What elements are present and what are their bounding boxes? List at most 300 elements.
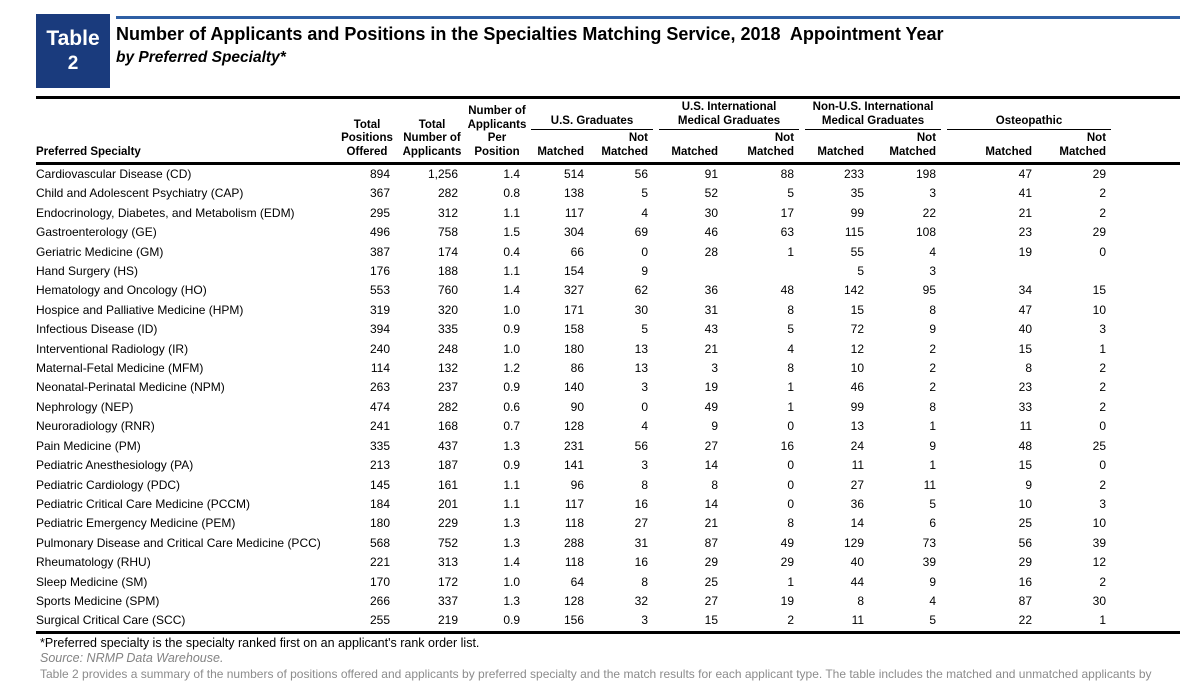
value-cell: 248 [437, 341, 458, 356]
header-line: Not [774, 132, 795, 144]
value-cell [1040, 262, 1114, 281]
value-cell: 2 [1099, 399, 1107, 414]
header-line: Offered [346, 145, 388, 158]
header-line: Number of [468, 105, 526, 117]
value-cell: 49 [780, 535, 795, 550]
value-cell: 263 [369, 380, 390, 395]
value-cell: 4 [641, 419, 649, 434]
table-number-badge [36, 14, 110, 88]
value-cell: 2 [1099, 205, 1107, 220]
value-cell: 187 [437, 458, 458, 473]
value-cell: 387 [369, 244, 390, 259]
table-row [36, 514, 1180, 533]
value-cell: 62 [634, 283, 649, 298]
table-row [36, 223, 1180, 242]
table-row [36, 456, 1180, 475]
value-cell: 16 [634, 555, 649, 570]
spacer-cell [1114, 204, 1180, 223]
table-row [36, 359, 1180, 378]
header-line: Not [628, 132, 649, 144]
value-cell: 0.9 [503, 380, 520, 395]
value-cell: 29 [704, 555, 719, 570]
value-cell: 184 [369, 496, 390, 511]
header-line: Matched [1059, 145, 1107, 158]
value-cell: 1 [1099, 341, 1107, 356]
value-cell: 1.5 [503, 225, 520, 240]
spacer-cell [1114, 320, 1180, 339]
badge-number: 2 [67, 53, 79, 74]
specialty-cell: Maternal-Fetal Medicine (MFM) [36, 361, 204, 376]
specialty-cell: Interventional Radiology (IR) [36, 341, 189, 356]
cutoff-paragraph: Table 2 provides a summary of the numbers of positions offered and applicants by preferred specialty and the match results for each applicant type. The table includes the matched and unmatched applicants by [40, 667, 1152, 681]
value-cell: 55 [850, 244, 865, 259]
value-cell: 13 [850, 419, 865, 434]
value-cell: 15 [704, 613, 719, 628]
value-cell: 117 [564, 205, 584, 220]
value-cell: 24 [850, 438, 865, 453]
value-cell: 14 [850, 516, 865, 531]
value-cell: 69 [634, 225, 649, 240]
value-cell: 11 [851, 458, 865, 473]
value-cell: 132 [437, 361, 458, 376]
table-row [36, 243, 1180, 262]
value-cell: 1.1 [503, 496, 520, 511]
value-cell: 240 [369, 341, 390, 356]
value-cell: 73 [922, 535, 937, 550]
value-cell: 29 [1092, 225, 1107, 240]
specialty-cell: Rheumatology (RHU) [36, 555, 151, 570]
value-cell [944, 262, 1040, 281]
spacer-cell [1114, 534, 1180, 553]
value-cell: 10 [1092, 516, 1107, 531]
value-cell: 16 [634, 496, 649, 511]
value-cell: 1.1 [503, 205, 520, 220]
value-cell: 128 [563, 419, 584, 434]
value-cell: 0.9 [503, 458, 520, 473]
value-cell: 21 [704, 341, 719, 356]
value-cell: 72 [850, 322, 865, 337]
header-line: U.S. Graduates [550, 114, 634, 127]
spacer-cell [1114, 243, 1180, 262]
value-cell: 3 [641, 613, 649, 628]
value-cell: 87 [704, 535, 719, 550]
value-cell: 91 [704, 167, 719, 181]
value-cell: 15 [1092, 283, 1107, 298]
value-cell: 5 [857, 264, 865, 279]
value-cell: 221 [369, 555, 390, 570]
source-note: Source: NRMP Data Warehouse. [40, 651, 224, 665]
value-cell: 19 [1018, 244, 1033, 259]
col-header-preferred-specialty: Preferred Specialty [36, 98, 336, 164]
sub-header-us-grad-not-matched [592, 130, 656, 164]
value-cell: 156 [563, 613, 584, 628]
header-line: Medical Graduates [677, 114, 781, 127]
spacer-cell [1114, 417, 1180, 436]
value-cell: 5 [641, 322, 649, 337]
spacer-cell [1114, 262, 1180, 281]
value-cell: 16 [780, 438, 795, 453]
specialty-cell: Neonatal-Perinatal Medicine (NPM) [36, 380, 225, 395]
value-cell: 8 [787, 361, 795, 376]
value-cell: 10 [850, 361, 865, 376]
value-cell: 66 [570, 244, 584, 259]
value-cell: 0.6 [503, 399, 520, 414]
header-line: Medical Graduates [821, 114, 925, 127]
table-header [36, 98, 1180, 164]
header-line: Matched [889, 145, 937, 158]
table-row [36, 378, 1180, 397]
value-cell: 0 [787, 477, 795, 492]
value-cell: 229 [437, 516, 458, 531]
value-cell: 31 [634, 535, 649, 550]
value-cell: 4 [929, 244, 937, 259]
group-header-us-graduates [528, 98, 656, 131]
header-line: Non-U.S. International [812, 101, 934, 113]
value-cell: 9 [711, 419, 719, 434]
value-cell: 56 [1018, 535, 1033, 550]
value-cell: 31 [704, 302, 719, 317]
value-cell: 198 [916, 167, 937, 181]
value-cell: 474 [369, 399, 390, 414]
value-cell: 0 [787, 458, 795, 473]
value-cell: 0.9 [503, 613, 520, 628]
header-line: Matched [601, 145, 649, 158]
value-cell: 11 [923, 477, 937, 492]
spacer-cell [1114, 398, 1180, 417]
value-cell: 1.0 [503, 341, 520, 356]
spacer-cell [1114, 611, 1180, 632]
value-cell [656, 262, 726, 281]
value-cell: 21 [704, 516, 719, 531]
value-cell: 335 [437, 322, 458, 337]
value-cell: 5 [929, 613, 937, 628]
specialty-cell: Pediatric Emergency Medicine (PEM) [36, 516, 236, 531]
value-cell: 319 [369, 302, 390, 317]
value-cell: 14 [704, 496, 719, 511]
value-cell: 758 [437, 225, 458, 240]
value-cell: 894 [369, 167, 390, 181]
header-line: Not [916, 132, 937, 144]
spacer-cell [1114, 378, 1180, 397]
table-row [36, 534, 1180, 553]
header-line: Positions [341, 132, 393, 144]
table-row [36, 592, 1180, 611]
table-row [36, 398, 1180, 417]
spacer-cell [1114, 301, 1180, 320]
header-line: Matched [747, 145, 795, 158]
value-cell: 1.0 [503, 302, 520, 317]
value-cell: 174 [437, 244, 458, 259]
value-cell: 1.1 [503, 264, 520, 279]
header-line: Total [418, 118, 446, 131]
value-cell: 312 [437, 205, 458, 220]
specialty-cell: Pediatric Critical Care Medicine (PCCM) [36, 496, 251, 511]
value-cell: 180 [369, 516, 390, 531]
value-cell: 8 [787, 302, 795, 317]
value-cell: 29 [780, 555, 795, 570]
value-cell: 129 [844, 535, 865, 550]
value-cell: 30 [634, 302, 649, 317]
group-header-label [659, 101, 799, 130]
spacer-cell [1114, 281, 1180, 300]
value-cell: 40 [1018, 322, 1033, 337]
value-cell: 9 [929, 322, 937, 337]
value-cell: 33 [1018, 399, 1033, 414]
value-cell: 8 [711, 477, 719, 492]
value-cell: 1.3 [503, 438, 520, 453]
value-cell: 35 [850, 186, 865, 201]
table-row [36, 320, 1180, 339]
page-subtitle: by Preferred Specialty* [116, 49, 286, 66]
value-cell: 3 [929, 186, 937, 201]
spacer-cell [1114, 340, 1180, 359]
value-cell: 43 [704, 322, 719, 337]
value-cell: 5 [929, 496, 937, 511]
value-cell: 282 [437, 399, 458, 414]
table-row [36, 301, 1180, 320]
value-cell: 140 [563, 380, 584, 395]
value-cell: 0.8 [503, 186, 520, 201]
value-cell: 0.9 [503, 322, 520, 337]
value-cell: 2 [1099, 186, 1107, 201]
table-row [36, 184, 1180, 203]
value-cell: 0.7 [503, 419, 520, 434]
value-cell: 2 [929, 380, 937, 395]
value-cell: 233 [844, 167, 865, 181]
value-cell: 22 [1018, 613, 1033, 628]
value-cell: 25 [1092, 438, 1107, 453]
value-cell: 88 [780, 167, 795, 181]
value-cell: 99 [850, 399, 865, 414]
value-cell: 213 [369, 458, 390, 473]
value-cell: 138 [563, 186, 584, 201]
value-cell: 11 [851, 613, 865, 628]
value-cell: 115 [844, 225, 865, 240]
value-cell: 14 [704, 458, 719, 473]
value-cell: 118 [564, 555, 584, 570]
value-cell: 2 [1099, 477, 1107, 492]
col-header-applicants-per-position [466, 98, 528, 164]
value-cell: 760 [437, 283, 458, 298]
spacer-cell [1114, 437, 1180, 456]
value-cell: 237 [437, 380, 458, 395]
value-cell: 87 [1018, 593, 1033, 608]
title-block [116, 16, 1180, 68]
value-cell: 27 [704, 438, 719, 453]
header-line: Applicants [402, 145, 462, 158]
header-line: U.S. International [681, 101, 777, 113]
value-cell: 1.0 [503, 574, 520, 589]
specialty-cell: Pediatric Cardiology (PDC) [36, 477, 181, 492]
specialty-cell: Hematology and Oncology (HO) [36, 283, 207, 298]
specialty-cell: Nephrology (NEP) [36, 399, 134, 414]
specialty-cell: Geriatric Medicine (GM) [36, 244, 164, 259]
value-cell: 8 [787, 516, 795, 531]
value-cell: 0.4 [503, 244, 520, 259]
header-line: Osteopathic [995, 114, 1063, 127]
value-cell: 114 [370, 361, 390, 376]
value-cell: 8 [929, 302, 937, 317]
specialty-cell: Pediatric Anesthesiology (PA) [36, 458, 194, 473]
value-cell: 10 [1018, 496, 1033, 511]
spacer-cell [1114, 514, 1180, 533]
value-cell: 108 [916, 225, 937, 240]
value-cell: 23 [1018, 380, 1033, 395]
value-cell: 335 [369, 438, 390, 453]
value-cell: 15 [850, 302, 865, 317]
value-cell: 56 [634, 438, 649, 453]
value-cell: 6 [929, 516, 937, 531]
value-cell: 29 [1018, 555, 1033, 570]
sub-header-us-img-not-matched [726, 130, 802, 164]
value-cell: 2 [1099, 574, 1107, 589]
value-cell: 36 [704, 283, 719, 298]
value-cell: 0 [1099, 244, 1107, 259]
value-cell: 47 [1018, 167, 1033, 181]
value-cell: 266 [369, 593, 390, 608]
value-cell: 1 [787, 399, 795, 414]
value-cell: 0 [787, 496, 795, 511]
value-cell: 41 [1018, 186, 1033, 201]
value-cell: 4 [929, 593, 937, 608]
value-cell: 9 [641, 264, 649, 279]
value-cell: 47 [1018, 302, 1033, 317]
table-row [36, 476, 1180, 495]
header-line: Per Position [474, 132, 520, 158]
value-cell: 255 [369, 613, 390, 628]
sub-header-us-grad-matched: Matched [528, 130, 592, 164]
value-cell: 48 [1018, 438, 1033, 453]
value-cell: 17 [780, 205, 795, 220]
value-cell: 0 [787, 419, 795, 434]
value-cell: 16 [1018, 574, 1033, 589]
value-cell: 219 [437, 613, 458, 628]
value-cell: 22 [922, 205, 937, 220]
value-cell: 25 [1018, 516, 1033, 531]
value-cell: 1 [929, 458, 937, 473]
specialties-table-wrap [36, 96, 1180, 634]
value-cell [726, 262, 802, 281]
spacer-cell [1114, 184, 1180, 203]
table-row [36, 553, 1180, 572]
sub-header-us-img-matched: Matched [656, 130, 726, 164]
value-cell: 8 [641, 477, 649, 492]
value-cell: 1.4 [503, 555, 520, 570]
value-cell: 1 [787, 380, 795, 395]
spacer-cell [1114, 495, 1180, 514]
value-cell: 28 [704, 244, 719, 259]
value-cell: 394 [369, 322, 390, 337]
value-cell: 8 [1025, 361, 1033, 376]
value-cell: 36 [850, 496, 865, 511]
col-header-total-applicants [398, 98, 466, 164]
spacer-cell [1114, 223, 1180, 242]
specialty-cell: Hospice and Palliative Medicine (HPM) [36, 302, 244, 317]
value-cell: 12 [1092, 555, 1107, 570]
value-cell: 170 [369, 574, 390, 589]
value-cell: 201 [437, 496, 458, 511]
spacer-cell [1114, 456, 1180, 475]
value-cell: 118 [564, 516, 584, 531]
spacer-cell [1114, 476, 1180, 495]
value-cell: 241 [369, 419, 390, 434]
value-cell: 99 [850, 205, 865, 220]
value-cell: 752 [437, 535, 458, 550]
value-cell: 25 [704, 574, 719, 589]
value-cell: 3 [711, 361, 719, 376]
value-cell: 13 [634, 361, 649, 376]
value-cell: 1.3 [503, 516, 520, 531]
value-cell: 39 [922, 555, 937, 570]
value-cell: 46 [850, 380, 865, 395]
value-cell: 1.3 [503, 593, 520, 608]
value-cell: 171 [563, 302, 584, 317]
spacer-cell [1114, 592, 1180, 611]
value-cell: 11 [1019, 419, 1033, 434]
value-cell: 327 [563, 283, 584, 298]
footnote: *Preferred specialty is the specialty ranked first on an applicant's rank order list. [40, 636, 480, 650]
group-header-non-us-img [802, 98, 944, 131]
specialty-cell: Infectious Disease (ID) [36, 322, 158, 337]
value-cell: 2 [929, 361, 937, 376]
specialty-cell: Hand Surgery (HS) [36, 264, 139, 279]
group-header-label [531, 115, 653, 131]
value-cell: 180 [563, 341, 584, 356]
value-cell: 1.4 [503, 167, 520, 181]
value-cell: 1 [787, 244, 795, 259]
value-cell: 568 [369, 535, 390, 550]
value-cell: 8 [857, 593, 865, 608]
value-cell: 39 [1092, 535, 1107, 550]
value-cell: 23 [1018, 225, 1033, 240]
value-cell: 27 [704, 593, 719, 608]
value-cell: 5 [787, 186, 795, 201]
value-cell: 21 [1018, 205, 1033, 220]
value-cell: 34 [1018, 283, 1033, 298]
value-cell: 128 [563, 593, 584, 608]
value-cell: 5 [787, 322, 795, 337]
value-cell: 13 [634, 341, 649, 356]
page-title: Number of Applicants and Positions in the Specialties Matching Service, 2018 Appointment Year [116, 24, 944, 44]
value-cell: 142 [844, 283, 865, 298]
value-cell: 304 [563, 225, 584, 240]
sub-header-non-us-img-matched: Matched [802, 130, 872, 164]
value-cell: 46 [704, 225, 719, 240]
group-header-osteopathic [944, 98, 1114, 131]
value-cell: 313 [437, 555, 458, 570]
table-row [36, 495, 1180, 514]
spacer-cell [1114, 573, 1180, 592]
table-row [36, 262, 1180, 281]
value-cell: 12 [850, 341, 865, 356]
value-cell: 19 [704, 380, 719, 395]
value-cell: 168 [437, 419, 458, 434]
sub-header-non-us-img-not-matched [872, 130, 944, 164]
table-row [36, 611, 1180, 632]
value-cell: 8 [929, 399, 937, 414]
value-cell: 141 [563, 458, 584, 473]
value-cell: 288 [563, 535, 584, 550]
value-cell: 0 [1099, 419, 1107, 434]
specialty-cell: Neuroradiology (RNR) [36, 419, 155, 434]
value-cell: 0 [641, 244, 649, 259]
header-line: Total [353, 118, 381, 131]
value-cell: 117 [564, 496, 584, 511]
table-row [36, 164, 1180, 185]
value-cell: 3 [929, 264, 937, 279]
table-row [36, 340, 1180, 359]
value-cell: 64 [570, 574, 584, 589]
